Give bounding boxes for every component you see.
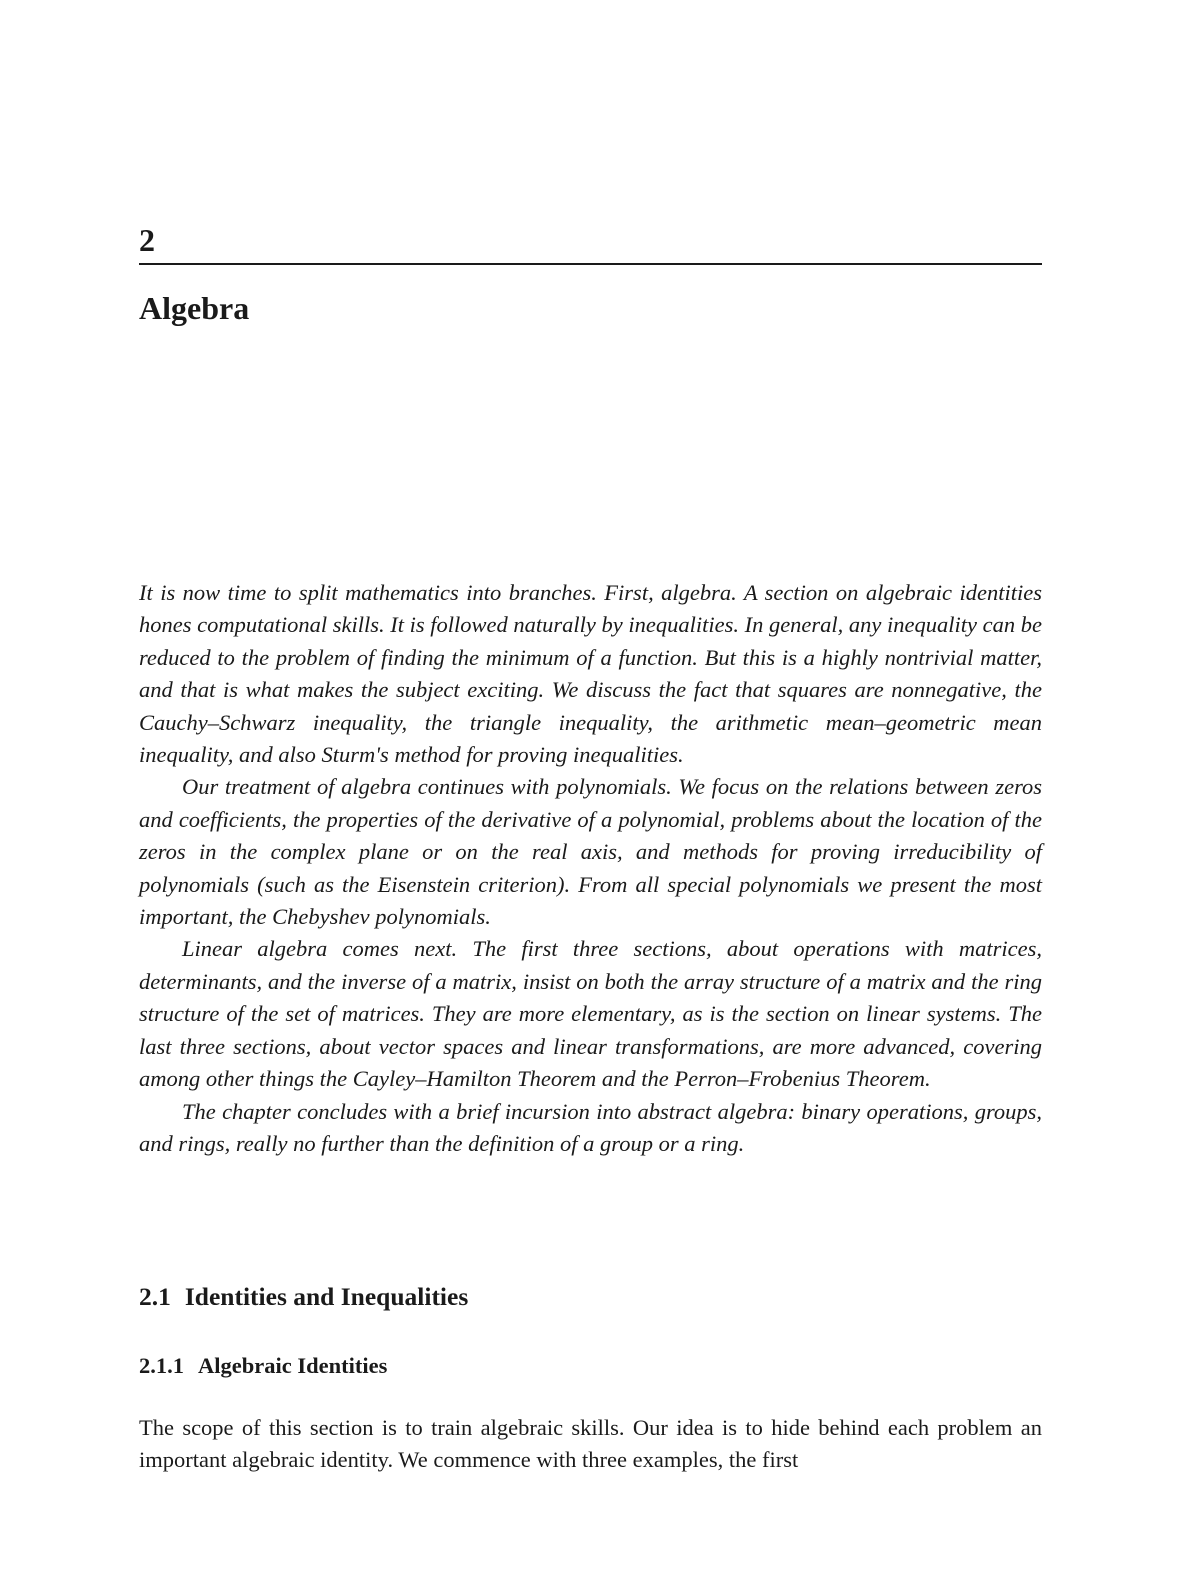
intro-paragraph: The chapter concludes with a brief incursion into abstract algebra: binary operations, groups, and rings, really no further than the definition of a group or a ring. (139, 1098, 1042, 1156)
intro-paragraph: Linear algebra comes next. The first three sections, about operations with matrices, determinants, and the inverse of a matrix, insist on both the array structure of a matrix and the ring structure of the set of matrices. They are more elementary, as is the section on linear systems. The last three sections, about vector spaces and linear transformations, are more advanced, covering among other things the Cayley–Hamilton Theorem and the Perron–Frobenius Theorem. (139, 936, 1042, 1092)
chapter-introduction (139, 577, 1042, 1160)
subsection-title: Algebraic Identities (198, 1353, 388, 1378)
chapter-rule (139, 263, 1042, 265)
subsection-heading (139, 1351, 387, 1381)
section-title: Identities and Inequalities (184, 1282, 469, 1311)
subsection-number: 2.1.1 (139, 1353, 184, 1378)
intro-paragraph: It is now time to split mathematics into branches. First, algebra. A section on algebraic identities hones computational skills. It is followed naturally by inequalities. In general, any inequality can be reduced to the problem of finding the minimum of a function. But this is a highly nontrivial matter, and that is what makes the subject exciting. We discuss the fact that squares are nonnegative, the Cauchy–Schwarz inequality, the triangle inequality, the arithmetic mean–geometric mean inequality, and also Sturm's method for proving inequalities. (139, 580, 1042, 768)
section-number: 2.1 (139, 1282, 171, 1311)
chapter-number: 2 (139, 222, 155, 258)
chapter-title: Algebra (139, 290, 250, 326)
body-paragraph: The scope of this section is to train algebraic skills. Our idea is to hide behind each problem an important algebraic identity. We commence with three examples, the first (139, 1415, 1042, 1473)
intro-paragraph: Our treatment of algebra continues with polynomials. We focus on the relations between zeros and coefficients, the properties of the derivative of a polynomial, problems about the location of the zeros in the complex plane or on the real axis, and methods for proving irreducibility of polynomials (such as the Eisenstein criterion). From all special polynomials we present the most important, the Chebyshev polynomials. (139, 774, 1042, 930)
section-heading (139, 1281, 468, 1313)
